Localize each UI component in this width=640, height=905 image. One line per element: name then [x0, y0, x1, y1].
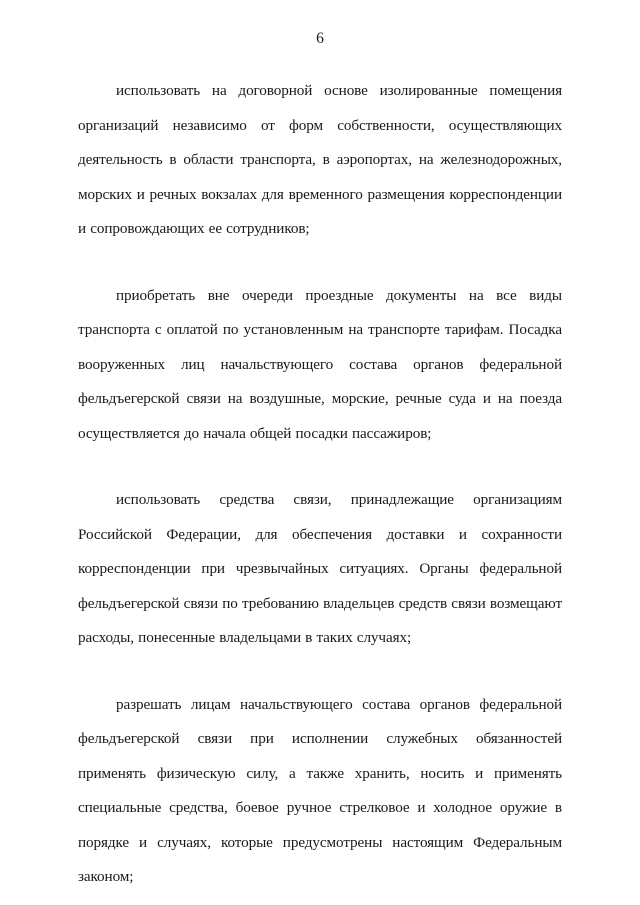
paragraph-isolated-premises: использовать на договорной основе изолированные помещения организаций независимо от форм собственности, осуществляющих деятельность в области транспорта, в аэропортах, на железнодорожных, морских и речных вокзалах для временного размещения корреспонденции и сопровождающих ее сотрудников;: [78, 82, 562, 237]
document-body: [78, 74, 562, 895]
page-number: 6: [316, 30, 324, 47]
paragraph-travel-documents: приобретать вне очереди проездные документы на все виды транспорта с оплатой по установленным на транспорте тарифам. Посадка вооруженных лиц начальствующего состава органов федеральной фельдъегерской связи на воздушные, морские, речные суда и на поезда осуществляется до начала общей посадки пассажиров;: [78, 286, 562, 442]
paragraph-physical-force: разрешать лицам начальствующего состава органов федеральной фельдъегерской связи при исполнении служебных обязанностей применять физическую силу, а также хранить, носить и применять специальные средства, боевое ручное стрелковое и холодное оружие в порядке и случаях, которые предусмотрены настоящим Федеральным законом;: [78, 695, 562, 885]
paragraph-communication-means: использовать средства связи, принадлежащие организациям Российской Федерации, для обеспечения доставки и сохранности корреспонденции при чрезвычайных ситуациях. Органы федеральной фельдъегерской связи по требованию владельцев средств связи возмещают расходы, понесенные владельцами в таких случаях;: [78, 491, 562, 646]
